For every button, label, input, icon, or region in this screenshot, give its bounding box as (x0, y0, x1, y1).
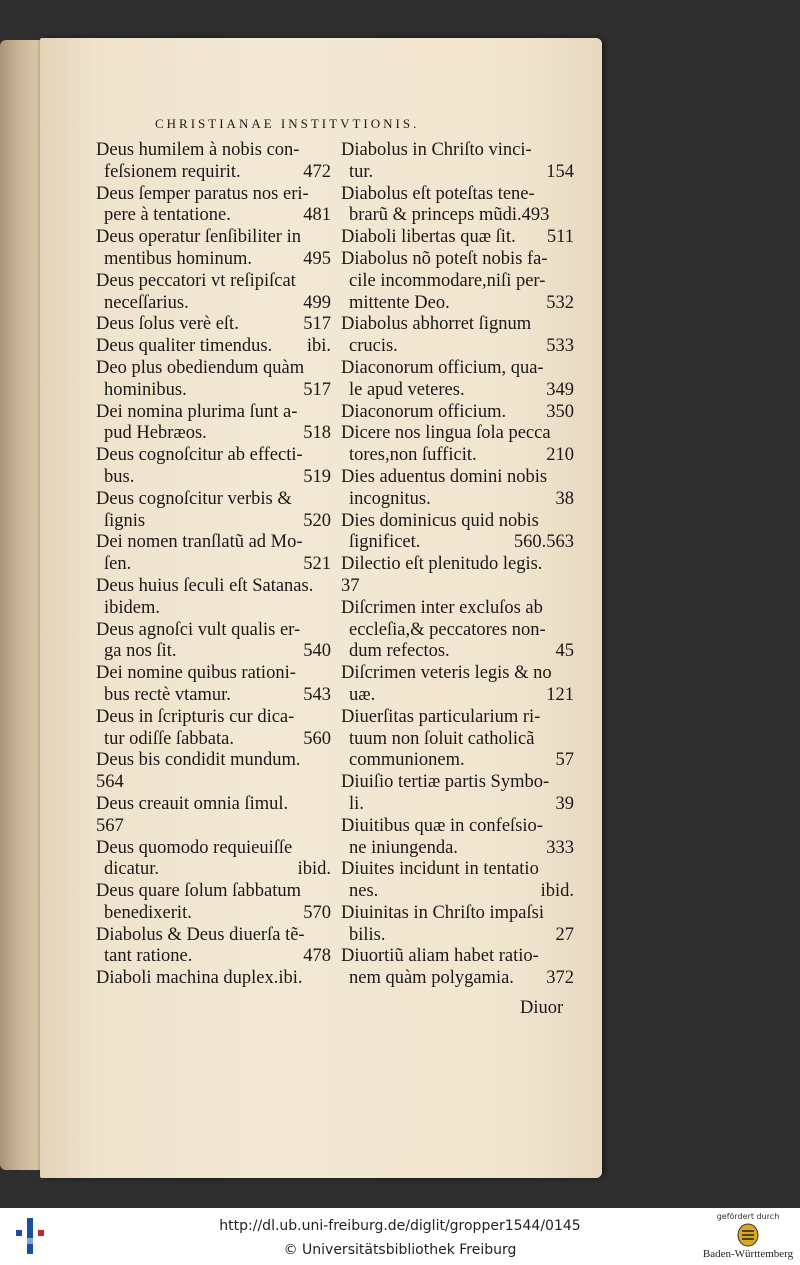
entry-text: Diabolus in Chriſto vinci- (341, 140, 532, 160)
index-entry-line (96, 576, 331, 598)
entry-text: nem quàm polygamia. (349, 968, 514, 989)
index-entry-line (341, 532, 574, 554)
catchword: Diuor (520, 998, 564, 1018)
page-reference: 27 (555, 924, 574, 945)
entry-text: neceſſarius. (104, 292, 189, 313)
copyright-notice: © Universitätsbibliothek Freiburg (283, 1242, 517, 1258)
index-entry-line (341, 576, 574, 598)
entry-text: Dies dominicus quid nobis (341, 510, 539, 531)
index-entry-line (341, 729, 574, 751)
index-entry-line (96, 859, 331, 881)
index-entry-line (96, 925, 331, 947)
index-entry-line (96, 380, 331, 402)
index-entry-line (96, 445, 331, 467)
page-reference: 543 (303, 684, 331, 705)
entry-text: Diaboli machina duplex.ibi. (96, 968, 303, 989)
page-reference: 38 (555, 488, 574, 509)
page-reference: 517 (303, 314, 331, 335)
index-entry-line (96, 336, 331, 358)
index-entry-line (341, 598, 574, 620)
entry-text: ibidem. (104, 597, 161, 618)
index-entry-line (341, 271, 574, 293)
page-reference: 350 (546, 401, 574, 422)
entry-text: Diabolus abhorret ſignum (341, 314, 532, 335)
entry-text: bilis. (349, 924, 386, 945)
page-reference: 210 (546, 445, 574, 466)
entry-text: Diuinitas in Chriſto impaſsi (341, 902, 544, 923)
index-entry-line (341, 838, 574, 860)
entry-text: mentibus hominum. (104, 248, 252, 269)
index-entry-line (341, 620, 574, 642)
index-entry-line (341, 293, 574, 315)
index-entry-line (96, 794, 331, 816)
index-entry-line (96, 554, 331, 576)
entry-text: Deus in ſcripturis cur dica- (96, 706, 295, 727)
entry-text: feſsionem requirit. (104, 161, 241, 182)
index-entry-line (341, 511, 574, 533)
index-entry-line (96, 511, 331, 533)
entry-text: Dei nomine quibus rationi- (96, 663, 296, 684)
page-reference: 154 (546, 161, 574, 182)
index-entry-line (96, 946, 331, 968)
index-column-left (96, 140, 331, 990)
entry-text: bus rectè vtamur. (104, 684, 231, 705)
permalink-url[interactable]: http://dl.ub.uni-freiburg.de/diglit/gropper1544/0145 (219, 1218, 581, 1234)
page-reference: 39 (555, 793, 574, 814)
entry-text: cile incommodare,niſi per- (349, 270, 546, 291)
entry-text: li. (349, 793, 364, 814)
page-reference: 372 (546, 968, 574, 989)
entry-text: Dei nomina plurima ſunt a- (96, 401, 298, 422)
index-entry-line (341, 707, 574, 729)
index-entry-line (96, 205, 331, 227)
entry-text: Deus humilem à nobis con- (96, 140, 300, 160)
entry-text: Diuiſio tertiæ partis Symbo- (341, 772, 550, 793)
index-entry-line (96, 184, 331, 206)
entry-text: Diabolus nõ poteſt nobis fa- (341, 248, 548, 269)
entry-text: Deus qualiter timendus. (96, 336, 273, 357)
entry-text: tuum non ſoluit catholicã (349, 728, 535, 749)
entry-text: Deus agnoſci vult qualis er- (96, 619, 301, 640)
entry-text: ſignis (104, 510, 146, 531)
entry-text: 567 (96, 815, 124, 836)
entry-text: 37 (341, 575, 360, 596)
entry-text: Diaboli libertas quæ ſit. (341, 227, 516, 248)
entry-text: Deus quare ſolum ſabbatum (96, 881, 301, 902)
index-entry-line (96, 772, 331, 794)
index-entry-line (341, 750, 574, 772)
entry-text: Diſcrimen veteris legis & no (341, 663, 552, 684)
page-reference: 499 (303, 292, 331, 313)
page-reference: 518 (303, 423, 331, 444)
page-reference: 517 (303, 379, 331, 400)
index-entry-line (341, 184, 574, 206)
index-entry-line (96, 358, 331, 380)
viewer-footer (0, 1208, 800, 1265)
entry-text: uæ. (349, 684, 376, 705)
index-entry-line (341, 685, 574, 707)
index-entry-line (341, 162, 574, 184)
entry-text: Deus bis condidit mundum. (96, 750, 301, 771)
index-entry-line (341, 336, 574, 358)
index-entry-line (341, 445, 574, 467)
entry-text: Dilectio eſt plenitudo legis. (341, 554, 543, 575)
index-column-right (341, 140, 574, 990)
state-seal-icon (737, 1223, 759, 1247)
entry-text: dicatur. (104, 859, 159, 880)
index-entry-line (341, 358, 574, 380)
index-entry-line (96, 467, 331, 489)
index-entry-line (96, 881, 331, 903)
funder-name: Baden-Württemberg (702, 1248, 794, 1260)
entry-text: bus. (104, 466, 135, 487)
entry-text: 564 (96, 772, 124, 793)
entry-text: Deus ſemper paratus nos eri- (96, 183, 309, 204)
entry-text: Deus quomodo requieuiſſe (96, 837, 293, 858)
page-reference: ibi. (306, 336, 331, 357)
index-entry-line (96, 293, 331, 315)
index-entry-line (341, 925, 574, 947)
entry-text: Dies aduentus domini nobis (341, 466, 548, 487)
entry-text: tur odiſſe ſabbata. (104, 728, 234, 749)
page-reference: 472 (303, 161, 331, 182)
index-entry-line (96, 838, 331, 860)
index-entry-line (341, 314, 574, 336)
entry-text: tant ratione. (104, 946, 193, 967)
page-reference: 519 (303, 466, 331, 487)
entry-text: pere à tentatione. (104, 205, 231, 226)
index-entry-line (341, 380, 574, 402)
entry-text: brarũ & princeps mũdi.493 (349, 205, 550, 226)
entry-text: mittente Deo. (349, 292, 450, 313)
index-entry-line (341, 467, 574, 489)
index-entry-line (341, 794, 574, 816)
index-entry-line (96, 249, 331, 271)
index-entry-line (341, 402, 574, 424)
index-entry-line (96, 816, 331, 838)
index-entry-line (341, 881, 574, 903)
index-entry-line (96, 620, 331, 642)
index-entry-line (96, 532, 331, 554)
index-entry-line (341, 663, 574, 685)
index-entry-line (96, 314, 331, 336)
index-entry-line (341, 903, 574, 925)
entry-text: ſignificet. (349, 532, 421, 553)
index-entry-line (96, 903, 331, 925)
page-reference: 560 (303, 728, 331, 749)
index-entry-line (96, 729, 331, 751)
entry-text: Diuites incidunt in tentatio (341, 859, 539, 880)
page-reference: 560.563 (513, 532, 574, 553)
page-reference: ibid. (297, 859, 331, 880)
index-entry-line (96, 162, 331, 184)
index-entry-line (96, 685, 331, 707)
entry-text: crucis. (349, 336, 398, 357)
index-entry-line (96, 227, 331, 249)
funder-badge (700, 1212, 796, 1262)
index-entry-line (341, 140, 574, 162)
entry-text: ſen. (104, 554, 132, 575)
index-entry-line (341, 946, 574, 968)
page-reference: 349 (546, 379, 574, 400)
page-reference: 57 (555, 750, 574, 771)
entry-text: ga nos ſit. (104, 641, 177, 662)
page-reference: 121 (546, 684, 574, 705)
page-reference: 495 (303, 248, 331, 269)
index-entry-line (341, 816, 574, 838)
page-reference: ibid. (540, 881, 574, 902)
entry-text: ne iniungenda. (349, 837, 458, 858)
index-entry-line (341, 489, 574, 511)
entry-text: Deus peccatori vt reſipiſcat (96, 270, 296, 291)
page-reference: 533 (546, 336, 574, 357)
page-reference: 333 (546, 837, 574, 858)
index-entry-line (96, 423, 331, 445)
entry-text: Diuitibus quæ in confeſsio- (341, 815, 543, 836)
entry-text: Diſcrimen inter excluſos ab (341, 597, 543, 618)
entry-text: Deus ſolus verè eſt. (96, 314, 239, 335)
index-entry-line (96, 663, 331, 685)
entry-text: Deus huius ſeculi eſt Satanas. (96, 575, 314, 596)
index-entry-line (341, 227, 574, 249)
index-entry-line (96, 707, 331, 729)
page-reference: 45 (555, 641, 574, 662)
index-entry-line (96, 140, 331, 162)
index-entry-line (341, 249, 574, 271)
entry-text: incognitus. (349, 488, 431, 509)
page-reference: 520 (303, 510, 331, 531)
entry-text: Deus cognoſcitur ab effecti- (96, 445, 303, 466)
running-head: CHRISTIANAE INSTITVTIONIS. (155, 116, 420, 131)
entry-text: eccleſia,& peccatores non- (349, 619, 546, 640)
page-reference: 532 (546, 292, 574, 313)
entry-text: tores,non ſufficit. (349, 445, 477, 466)
entry-text: Deus creauit omnia ſimul. (96, 793, 289, 814)
index-entry-line (96, 598, 331, 620)
entry-text: communionem. (349, 750, 465, 771)
entry-text: le apud veteres. (349, 379, 465, 400)
entry-text: Deus operatur ſenſibiliter in (96, 227, 301, 248)
entry-text: tur. (349, 161, 374, 182)
page-reference: 540 (303, 641, 331, 662)
index-entry-line (96, 402, 331, 424)
index-entry-line (96, 489, 331, 511)
entry-text: dum refectos. (349, 641, 450, 662)
entry-text: Diuortiũ aliam habet ratio- (341, 946, 539, 967)
entry-text: Diaconorum officium, qua- (341, 357, 544, 378)
entry-text: Diuerſitas particularium ri- (341, 706, 541, 727)
entry-text: benedixerit. (104, 902, 192, 923)
page-reference: 478 (303, 946, 331, 967)
index-entry-line (96, 968, 331, 990)
entry-text: Diabolus eſt poteſtas tene- (341, 183, 535, 204)
page-reference: 570 (303, 902, 331, 923)
entry-text: Dicere nos lingua ſola pecca (341, 423, 551, 444)
entry-text: Diaconorum officium. (341, 401, 507, 422)
entry-text: Deus cognoſcitur verbis & (96, 488, 292, 509)
entry-text: Dei nomen tranſlatũ ad Mo- (96, 532, 303, 553)
index-entry-line (341, 423, 574, 445)
entry-text: Deo plus obediendum quàm (96, 357, 305, 378)
entry-text: pud Hebræos. (104, 423, 207, 444)
index-entry-line (96, 750, 331, 772)
entry-text: Diabolus & Deus diuerſa tẽ- (96, 924, 305, 945)
index-entry-line (96, 641, 331, 663)
index-entry-line (341, 554, 574, 576)
entry-text: nes. (349, 881, 379, 902)
funder-caption: gefördert durch (716, 1212, 780, 1221)
index-entry-line (341, 641, 574, 663)
page-reference: 481 (303, 205, 331, 226)
entry-text: hominibus. (104, 379, 187, 400)
page-reference: 511 (546, 227, 574, 248)
page-reference: 521 (303, 554, 331, 575)
index-entry-line (341, 968, 574, 990)
index-entry-line (341, 205, 574, 227)
index-entry-line (96, 271, 331, 293)
index-entry-line (341, 859, 574, 881)
index-entry-line (341, 772, 574, 794)
